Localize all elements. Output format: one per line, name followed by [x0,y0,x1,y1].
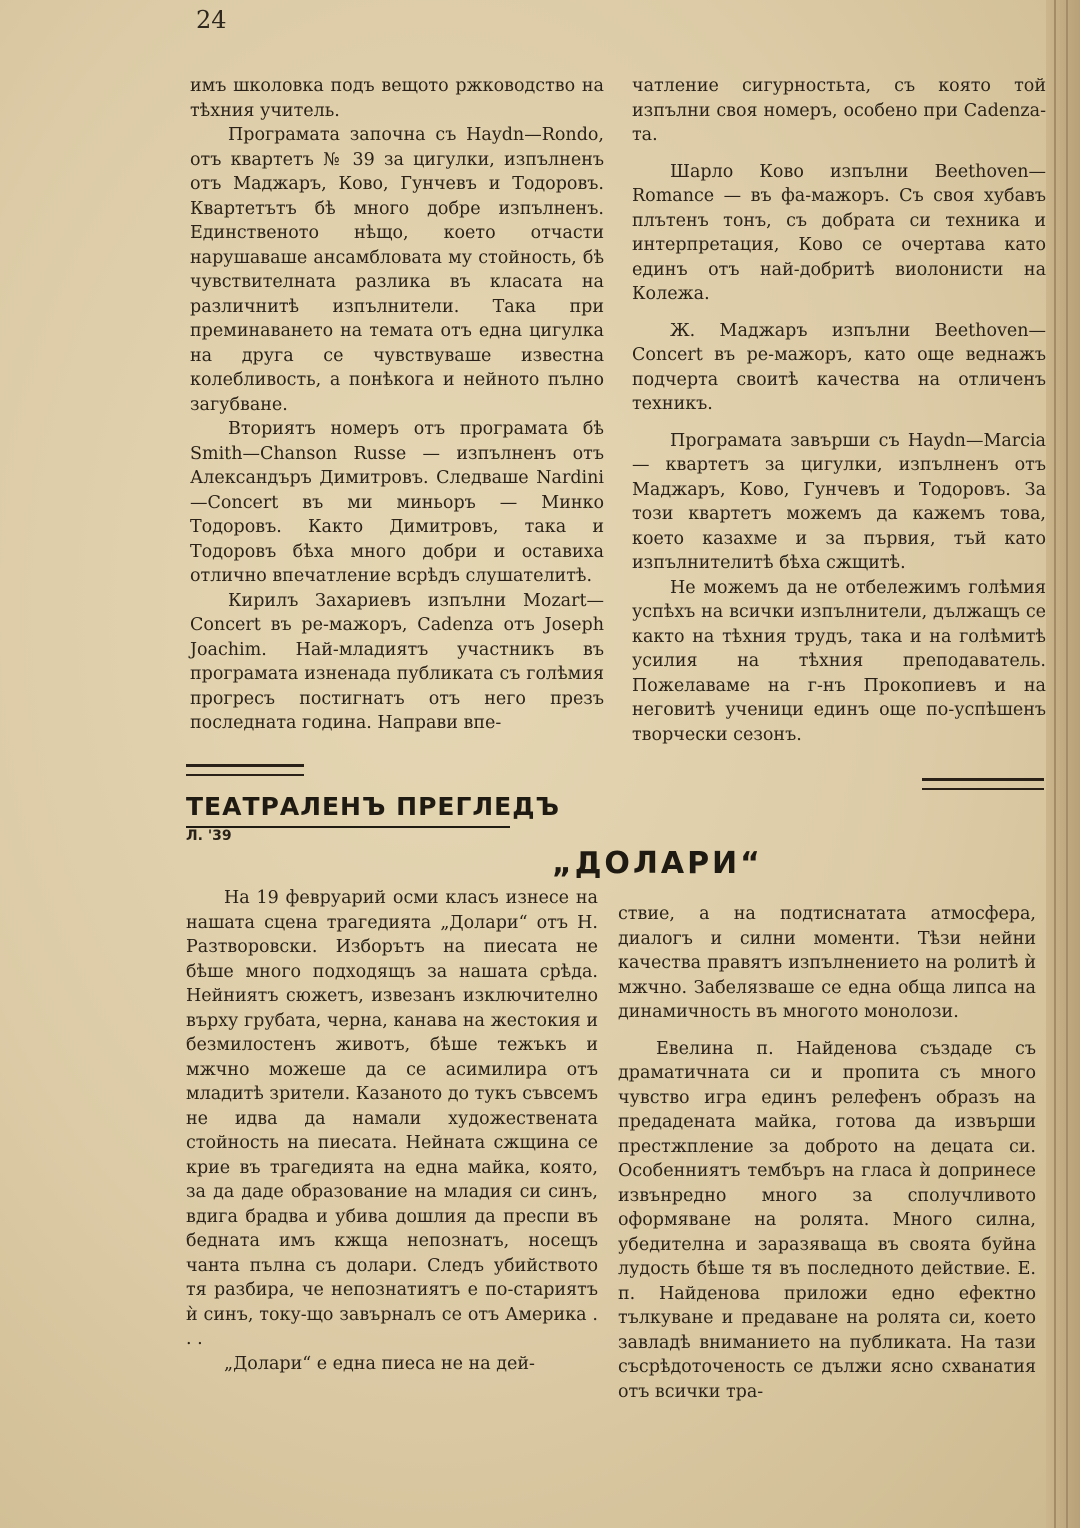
article-title: „ДОЛАРИ“ [552,846,763,881]
author-signature: Л. '39 [186,828,232,844]
paragraph: Програмата започна съ Haydn—Rondo, отъ квартетъ № 39 за цигулки, изпълненъ отъ Маджаръ, Ково, Гунчевъ и Тодоровъ. Квартетътъ бѣ много добре изпълненъ. Единственото нѣщо, което отчасти нарушаваше ансамбловата му стойность, бѣ чувствителната разлика въ класата на различнитѣ изпълнители. Така при преминаването на темата отъ една цигулка на друга се чувствуваше известна колебливость, а понѣкога и нейното пълно загубване. [190,125,604,415]
paragraph: Ж. Маджаръ изпълни Beethoven—Concert въ ре-мажоръ, като още веднажъ подчерта своитѣ качества на отличенъ техникъ. [632,320,1046,414]
page-number: 24 [196,6,227,34]
paragraph: Програмата завърши съ Haydn—Marcia — квартетъ за цигулки, изпълненъ отъ Маджаръ, Ково, Гунчевъ и Тодоровъ. За този квартетъ можемъ да кажемъ това, което казахме и за първия, тъй като изпълнителитѣ бѣха сжщитѣ. [632,430,1046,573]
concert-review-column-right [632,74,1046,747]
paragraph: Кирилъ Захариевъ изпълни Mozart—Concert въ ре-мажоръ, Cadenza отъ Joseph Joachim. Най-младиятъ участникъ въ програмата изненада публиката съ голѣмия прогресъ постигнатъ отъ него презъ последната година. Направи впе- [190,590,604,733]
page-edge-shadow [1046,0,1080,1528]
paragraph: Евелина п. Найденова създаде съ драматичната си и пропита съ много чувство игра единъ релефенъ образъ на предадената майка, готова да извърши престжпление за доброто на децата си. Особенниятъ тембъръ на гласа ѝ допринесе извънредно много за сполучливото оформяване на ролята. Много силна, убедителна и заразяваща въ своята буйна лудость бѣше тя въ последното действие. Е. п. Найденова приложи едно ефектно тълкуване и предаване на ролята си, което завладѣ вниманието на публиката. На тази съсрѣдоточеность се дължи ясно схванатия отъ всички тра- [618,1038,1036,1402]
paragraph: Шарло Ково изпълни Beethoven—Romance — въ фа-мажоръ. Съ своя хубавъ плътенъ тонъ, съ добрата си техника и интерпретация, Ково се очертава като единъ отъ най-добритѣ виолонисти на Колежа. [632,161,1046,304]
section-title-underline [186,826,510,828]
paragraph: Не можемъ да не отбележимъ голѣмия успѣхъ на всички изпълнители, дължащъ се както на тѣхния трудъ, така и на голѣмитѣ усилия на тѣхния преподаватель. Пожелаваме на г-нъ Прокопиевъ и на неговитѣ ученици единъ още по-успѣшенъ творчески сезонъ. [632,577,1046,745]
paragraph: На 19 февруарий осми класъ изнесе на нашата сцена трагедията „Долари“ отъ Н. Разтворовски. Изборътъ на пиесата не бѣше много подходящъ за нашата срѣда. Нейниятъ сюжетъ, извезанъ изключително върху грубата, черна, канава на жестокия и безмилостенъ животъ, бѣше тежъкъ и мжчно можеше да се асимилира отъ младитѣ зрители. Казаното до тукъ съвсемъ не идва да намали художествената стойность на пиесата. Нейната сжщина се крие въ трагедията на една майка, която, за да даде образование на младия си синъ, вдига брадва и убива дошлия да преспи въ бедната имъ кжща непознатъ, носещъ чанта пълна съ долари. Следъ убийството тя разбира, че непознатиятъ е по-стариятъ ѝ синъ, току-що завърналъ се отъ Америка . . . [186,888,598,1349]
theatre-review-column-right [618,902,1036,1404]
paragraph: ствие, а на подтиснатата атмосфера, диалогъ и силни моменти. Тѣзи нейни качества правятъ изпълнението на ролитѣ ѝ мжчно. Забелязваше се една обща липса на динамичность въ многото монолози. [618,904,1036,1022]
paragraph: Вториятъ номеръ отъ програмата бѣ Smith—Chanson Russe — изпълненъ отъ Александъръ Димитровъ. Следваше Nardini—Concert въ ми миньоръ — Минко Тодоровъ. Както Димитровъ, така и Тодоровъ бѣха много добри и оставиха отлично впечатление всрѣдъ слушателитѣ. [190,419,604,586]
concert-review-column-left [190,74,604,736]
theatre-review-column-left [186,886,598,1376]
paragraph: имъ школовка подъ вещото ржководство на тѣхния учитель. [190,76,604,121]
section-title: ТЕАТРАЛЕНЪ ПРЕГЛЕДЪ [186,792,561,821]
section-divider [922,778,1044,790]
paragraph: чатление сигурностьта, съ която той изпълни своя номеръ, особено при Cadenza-та. [632,76,1046,145]
section-divider [186,764,304,776]
paragraph: „Долари“ е една пиеса не на дей- [224,1353,535,1374]
